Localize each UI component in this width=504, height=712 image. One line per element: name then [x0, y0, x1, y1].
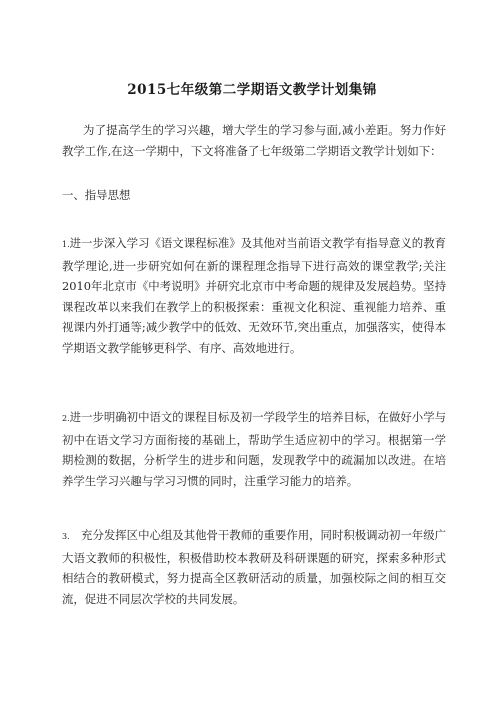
intro-paragraph: 为了提高学生的学习兴趣，增大学生的学习参与面,减小差距。努力作好教学工作,在这一学期中，下文将准备了七年级第二学期语文教学计划如下： — [62, 123, 446, 158]
item-number: 2. — [62, 414, 70, 423]
item-text: 进一步深入学习《语文课程标准》及其他对当前语文教学有指导意义的教育教学理论,进一步研究如何在新的课程理念指导下进行高效的课堂教学;关注2010年北京市《中考说明》并研究北京市中考命题的规律及发展趋势。坚持课程改革以来我们在教学上的积极探索：重视文化积淀、重视能力培养、重视课内外打通等;减少教学中的低效、无效环节,突出重点，加强落实，使得本学期语文教学能够更科学、有序、高效地进行。 — [62, 236, 446, 355]
list-item — [62, 407, 446, 491]
list-item — [62, 233, 446, 358]
item-text: 充分发挥区中心组及其他骨干教师的重要作用，同时积极调动初一年级广大语文教师的积极性，积极借助校本教研及科研课题的研究，探索多种形式相结合的教研模式，努力提高全区教研活动的质量，加强校际之间的相互交流，促进不同层次学校的共同发展。 — [62, 528, 446, 606]
item-number: 3. — [62, 532, 70, 541]
item-number: 1. — [62, 240, 70, 249]
item-text: 进一步明确初中语文的课程目标及初一学段学生的培养目标，在做好小学与初中在语文学习方面衔接的基础上，帮助学生适应初中的学习。根据第一学期检测的数据，分析学生的进步和问题，发现教学中的疏漏加以改进。在培养学生学习兴趣与学习习惯的同时，注重学习能力的培养。 — [62, 410, 446, 488]
list-item — [62, 525, 446, 609]
document-title: 2015七年级第二学期语文教学计划集锦 — [127, 82, 377, 98]
section-heading: 一、指导思想 — [62, 188, 131, 202]
